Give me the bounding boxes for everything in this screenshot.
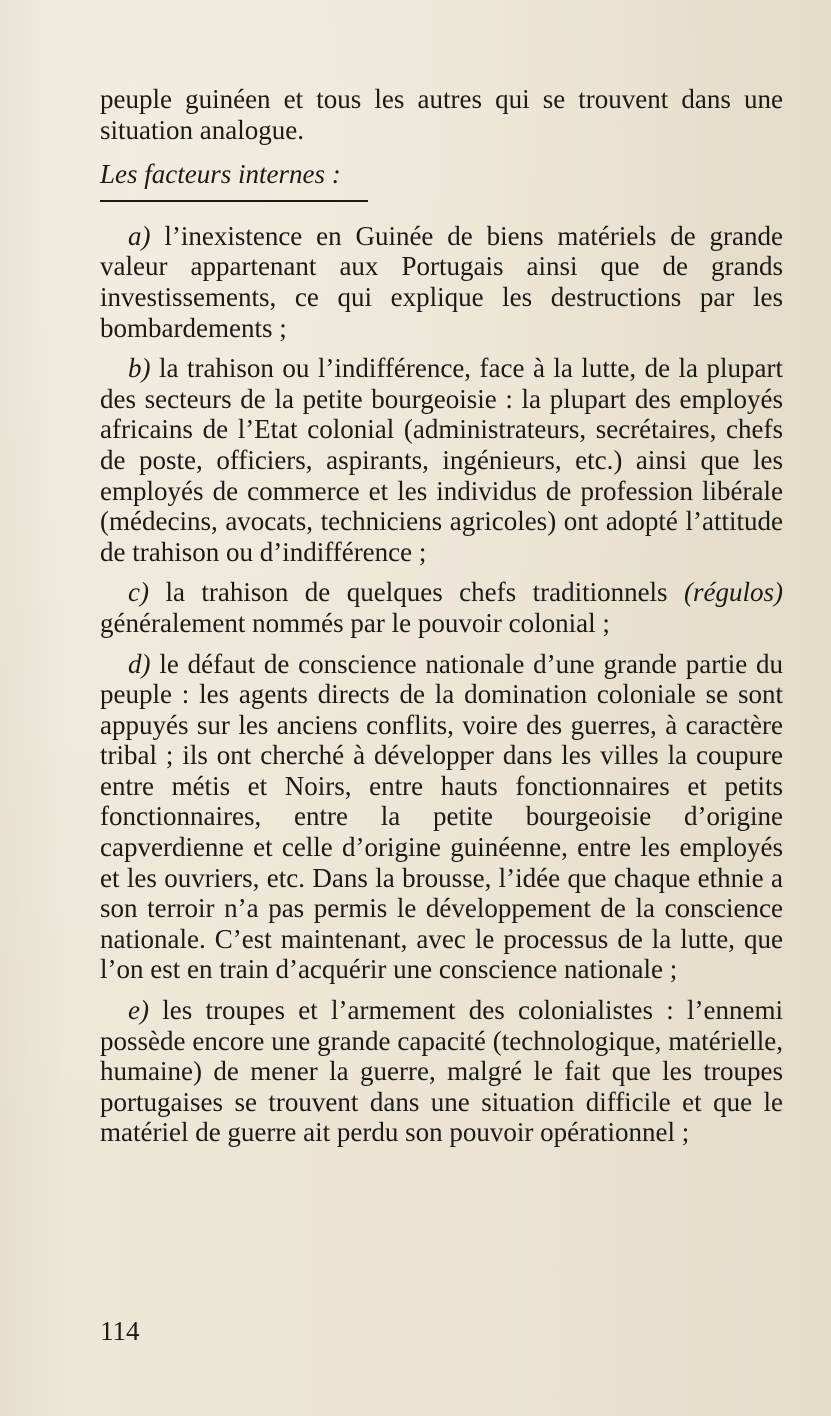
body-text: [100, 84, 783, 1158]
section-heading: Les facteurs internes :: [100, 159, 341, 190]
item-text: généralement nommés par le pouvoir colonial ;: [100, 607, 610, 638]
item-text: la trahison de quelques chefs traditionnels: [165, 577, 668, 608]
item-text: le défaut de conscience nationale d’une grande partie du peuple : les agents directs de la domination coloniale se sont appuyés sur les anciens conflits, voire des guerres, à caractère tribal ; ils ont cherché à développer dans les villes la coupure entre métis et Noirs, entre hauts fonctionnaires et petits fonctionnaires, entre la petite bourgeoisie d’origine capverdienne et celle d’origine guinéenne, entre les employés et les ouvriers, etc. Dans la brousse, l’idée que chaque ethnie a son terroir n’a pas permis le développement de la conscience nationale. C’est maintenant, avec le processus de la lutte, que l’on est en train d’acquérir une conscience nationale ;: [100, 648, 783, 985]
item-text: la trahison ou l’indifférence, face à la lutte, de la plupart des secteurs de la petite bourgeoisie : la plupart des employés africains de l’Etat colonial (administrateurs, secrétaires, chefs de poste, officiers, aspirants, ingénieurs, etc.) ainsi que les employés de commerce et les individus de profession libérale (médecins, avocats, techniciens agricoles) ont adopté l’attitude de trahison ou d’indifférence ;: [100, 353, 783, 567]
heading-underline: [100, 200, 368, 202]
item-text: l’inexistence en Guinée de biens matériels de grande valeur appartenant aux Portugais ainsi que de grands investissements, ce qui explique les destructions par les bombardements ;: [100, 220, 783, 343]
lead-paragraph: peuple guinéen et tous les autres qui se trouvent dans une situation analogue.: [100, 84, 783, 145]
item-marker: d): [128, 648, 151, 679]
list-item-a: [100, 221, 783, 343]
list-item-b: [100, 353, 783, 567]
item-marker: a): [128, 220, 151, 251]
page-number: 114: [100, 1316, 140, 1346]
section-heading-block: [100, 159, 783, 202]
item-text: les troupes et l’armement des colonialistes : l’ennemi possède encore une grande capacité (technologique, matérielle, humaine) de mener la guerre, malgré le fait que les troupes portugaises se trouvent dans une situation difficile et que le matériel de guerre ait perdu son pouvoir opérationnel ;: [100, 995, 783, 1148]
item-marker: b): [128, 353, 151, 384]
item-marker: c): [128, 577, 149, 608]
list-item-e: [100, 995, 783, 1148]
list-item-d: [100, 649, 783, 986]
item-marker: e): [128, 995, 149, 1026]
list-item-c: [100, 577, 783, 638]
item-italic-term: (régulos): [684, 577, 784, 608]
